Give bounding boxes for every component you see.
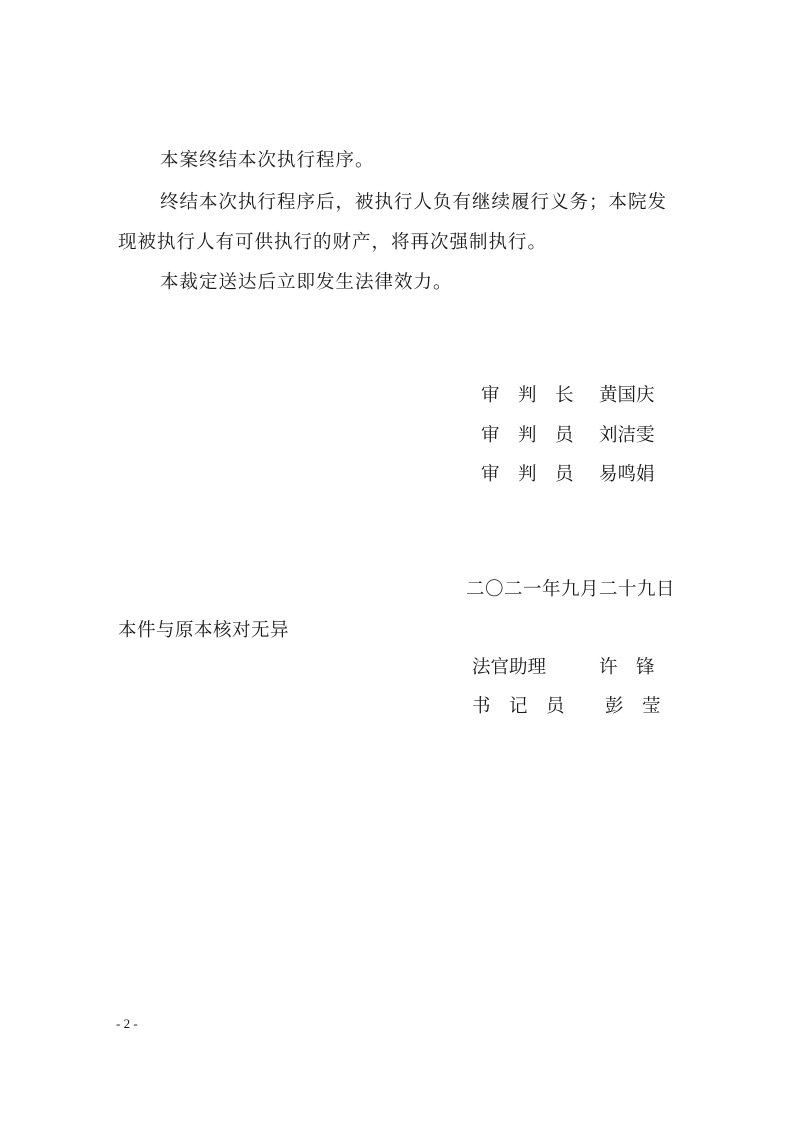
signature-role: 审 判 员: [481, 464, 574, 485]
clerk-role: 书 记 员: [472, 696, 565, 717]
signature-name: 黄国庆: [599, 385, 655, 406]
ruling-date: 二〇二一年九月二十九日: [466, 579, 676, 600]
body-paragraph-2-line-2: 现被执行人有可供执行的财产，将再次强制执行。: [118, 232, 548, 253]
clerk-name: 彭 莹: [605, 696, 661, 717]
signature-role: 审 判 员: [481, 425, 574, 446]
signature-role: 审 判 长: [481, 385, 574, 406]
signature-name: 易鸣娟: [599, 464, 655, 485]
page-number: - 2 -: [116, 1016, 138, 1031]
signature-name: 刘洁雯: [599, 425, 655, 446]
clerk-name: 许 锋: [599, 657, 655, 678]
certification-note: 本件与原本核对无异: [118, 620, 290, 641]
body-paragraph-2-line-1: 终结本次执行程序后，被执行人负有继续履行义务；本院发: [160, 192, 668, 213]
body-paragraph-1: 本案终结本次执行程序。: [160, 150, 375, 171]
body-paragraph-3: 本裁定送达后立即发生法律效力。: [160, 272, 453, 293]
clerk-role: 法官助理: [472, 657, 547, 678]
